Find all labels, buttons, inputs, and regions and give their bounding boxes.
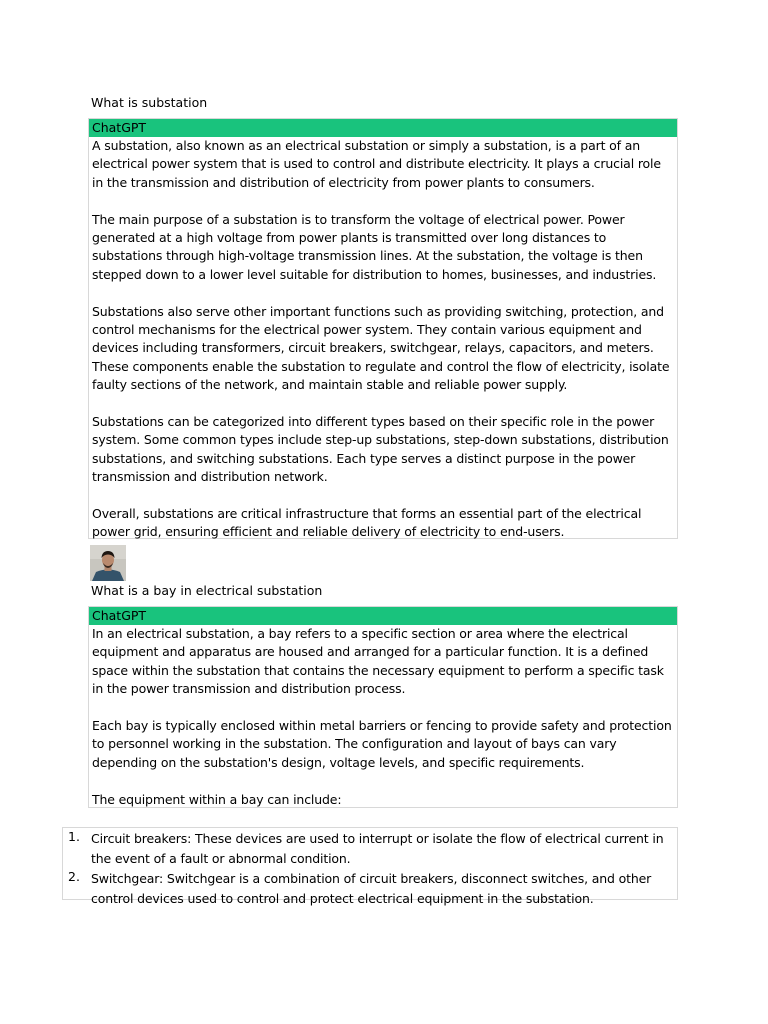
- answer-paragraph: In an electrical substation, a bay refers to a specific section or area where the electrical equipment and apparatus are housed and arranged for a particular function. It is a defined space within the substation that contains the necessary equipment to perform a specific task in the power transmission and distribution process.: [92, 626, 664, 697]
- answer-paragraph: The equipment within a bay can include:: [92, 791, 342, 807]
- equipment-list-box: [62, 827, 678, 906]
- assistant-label: ChatGPT: [89, 119, 677, 137]
- equipment-list: [63, 828, 677, 908]
- user-question: What is substation: [91, 95, 208, 110]
- assistant-answer-box: [88, 118, 678, 539]
- list-item-text: Switchgear: Switchgear is a combination of circuit breakers, disconnect switches, and other control devices used to control and protect electrical equipment in the substation.: [91, 871, 652, 906]
- answer-body: [89, 625, 677, 809]
- answer-paragraph: Overall, substations are critical infrastructure that forms an essential part of the electrical power grid, ensuring efficient and reliable delivery of electricity to end-users.: [92, 506, 642, 540]
- assistant-answer-box: [88, 606, 678, 808]
- user-photo-avatar-icon: [90, 545, 126, 581]
- list-item: [63, 868, 677, 908]
- list-item-text: Circuit breakers: These devices are used to interrupt or isolate the flow of electrical current in the event of a fault or abnormal condition.: [91, 831, 664, 866]
- answer-body: [89, 137, 677, 542]
- user-avatar-icon: [90, 545, 126, 581]
- list-item: [63, 828, 677, 868]
- answer-paragraph: The main purpose of a substation is to transform the voltage of electrical power. Power generated at a high voltage from power plants is transmitted over long distances to substations through high-voltage transmission lines. At the substation, the voltage is then stepped down to a lower level suitable for distribution to homes, businesses, and industries.: [92, 211, 657, 282]
- answer-paragraph: Substations also serve other important functions such as providing switching, protection, and control mechanisms for the electrical power system. They contain various equipment and devices including transformers, circuit breakers, switchgear, relays, capacitors, and meters. These components enable the substation to regulate and control the flow of electricity, isolate faulty sections of the network, and maintain stable and reliable power supply.: [92, 303, 670, 393]
- answer-paragraph: Each bay is typically enclosed within metal barriers or fencing to provide safety and protection to personnel working in the substation. The configuration and layout of bays can vary depending on the substation's design, voltage levels, and specific requirements.: [92, 718, 672, 770]
- assistant-label: ChatGPT: [89, 607, 677, 625]
- user-question: What is a bay in electrical substation: [91, 583, 323, 598]
- list-item-number: 1.: [68, 829, 80, 844]
- answer-paragraph: Substations can be categorized into different types based on their specific role in the power system. Some common types include step-up substations, step-down substations, distribution substations, and switching substations. Each type serves a distinct purpose in the power transmission and distribution network.: [92, 414, 669, 485]
- answer-paragraph: A substation, also known as an electrical substation or simply a substation, is a part of an electrical power system that is used to control and distribute electricity. It plays a crucial role in the transmission and distribution of electricity from power plants to consumers.: [92, 138, 661, 190]
- list-item-number: 2.: [68, 869, 80, 884]
